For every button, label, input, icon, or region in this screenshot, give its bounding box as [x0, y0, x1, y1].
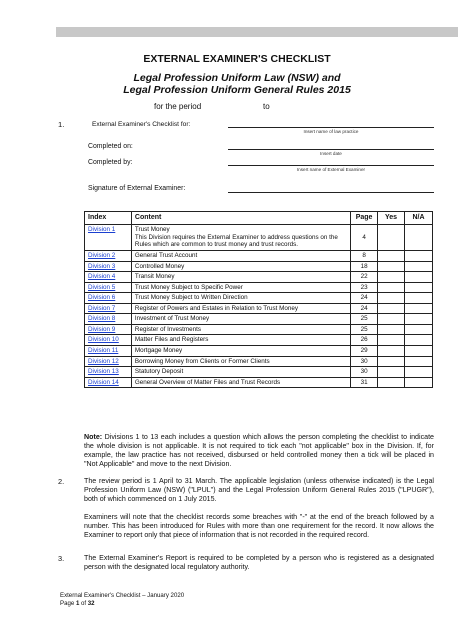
- na-cell[interactable]: [405, 272, 433, 283]
- table-row: [85, 293, 433, 304]
- period-label: for the period: [154, 102, 202, 111]
- column-header-na: N/A: [405, 212, 433, 225]
- yes-cell[interactable]: [378, 293, 405, 304]
- note-text: Divisions 1 to 13 each includes a question which allows the person completing the checklist to indicate the whole division is not applicable. It is not required to tick each "not applicable" box in the Division. If, for example, the law practice has not received, disbursed or held controlled money then a tick will be placed in "Not Applicable" and move to the next Division.: [84, 433, 434, 468]
- na-cell[interactable]: [405, 251, 433, 262]
- division-content: Trust Money Subject to Specific Power: [131, 282, 350, 293]
- division-link[interactable]: Division 2: [88, 252, 116, 260]
- page-current: 1: [75, 600, 80, 607]
- na-cell[interactable]: [405, 367, 433, 378]
- na-cell[interactable]: [405, 282, 433, 293]
- division-content: Mortgage Money: [131, 345, 350, 356]
- page-cell: 29: [351, 345, 378, 356]
- page-cell: 23: [351, 282, 378, 293]
- page-cell: 30: [351, 367, 378, 378]
- yes-cell[interactable]: [378, 272, 405, 283]
- page-total: 32: [87, 600, 95, 607]
- division-content-note: This Division requires the External Examiner to address questions on the Rules which are common to trust money and trust records.: [134, 233, 338, 249]
- division-link[interactable]: Division 9: [88, 325, 116, 333]
- na-cell[interactable]: [405, 303, 433, 314]
- column-header-index: Index: [85, 212, 132, 225]
- division-content: Trust Money: [134, 226, 170, 234]
- division-content: Borrowing Money from Clients or Former Clients: [131, 356, 350, 367]
- page-cell: 26: [351, 335, 378, 346]
- na-cell[interactable]: [405, 377, 433, 388]
- review-period-paragraph: The review period is 1 April to 31 March. The applicable legislation (unless otherwise indicated) is the Legal Profession Uniform Law (NSW) ("LPUL") and the Legal Profession Uniform General Rules 2015 ("LPUGR"), both of which commenced on 1 July 2015.: [84, 477, 434, 503]
- yes-cell[interactable]: [378, 303, 405, 314]
- completed-by-line[interactable]: [228, 165, 434, 166]
- division-link[interactable]: Division 1: [88, 226, 116, 234]
- signature-label: Signature of External Examiner:: [88, 185, 186, 192]
- yes-cell[interactable]: [378, 335, 405, 346]
- breach-notes-paragraph: Examiners will note that the checklist records some breaches with "-" at the end of the breach followed by a number. This has been introduced for Rules with more than one requirement for the record. It now allows the Examiner to report only that piece of information that is not recorded in the required record.: [84, 513, 434, 539]
- division-link[interactable]: Division 6: [88, 294, 116, 302]
- item-number-2: 2.: [58, 477, 65, 486]
- item-number-3: 3.: [58, 554, 65, 563]
- na-cell[interactable]: [405, 345, 433, 356]
- division-content: Transit Money: [131, 272, 350, 283]
- date-caption: Insert date: [320, 151, 342, 156]
- page-cell: 25: [351, 314, 378, 325]
- na-cell[interactable]: [405, 314, 433, 325]
- na-cell[interactable]: [405, 261, 433, 272]
- division-content: Register of Investments: [131, 324, 350, 335]
- checklist-table: [84, 211, 433, 388]
- division-link[interactable]: Division 8: [88, 315, 116, 323]
- na-cell[interactable]: [405, 356, 433, 367]
- report-requirement-paragraph: The External Examiner's Report is required to be completed by a person who is registered as a designated person with the designated local regulatory authority.: [84, 554, 434, 571]
- na-cell[interactable]: [405, 335, 433, 346]
- table-row: [85, 225, 433, 251]
- division-link[interactable]: Division 11: [88, 346, 119, 354]
- page-cell: 22: [351, 272, 378, 283]
- division-link[interactable]: Division 10: [88, 336, 119, 344]
- subtitle-line-2: Legal Profession Uniform General Rules 2015: [123, 84, 351, 96]
- yes-cell[interactable]: [378, 377, 405, 388]
- yes-cell[interactable]: [378, 356, 405, 367]
- table-row: [85, 324, 433, 335]
- practice-name-caption: Insert name of law practice: [303, 129, 359, 134]
- yes-cell[interactable]: [378, 345, 405, 356]
- completed-on-label: Completed on:: [88, 143, 133, 150]
- practice-name-line[interactable]: [228, 127, 434, 128]
- examiner-name-caption: Insert name of External Examiner: [296, 167, 366, 172]
- page-cell: 24: [351, 293, 378, 304]
- division-content: Statutory Deposit: [131, 367, 350, 378]
- column-header-yes: Yes: [378, 212, 405, 225]
- page-prefix: Page: [60, 600, 76, 607]
- page-cell: 8: [351, 251, 378, 262]
- table-row: [85, 261, 433, 272]
- page-cell: 30: [351, 356, 378, 367]
- signature-line[interactable]: [228, 192, 434, 193]
- division-link[interactable]: Division 14: [88, 378, 119, 386]
- subtitle-line-1: Legal Profession Uniform Law (NSW) and: [133, 72, 341, 84]
- yes-cell[interactable]: [378, 261, 405, 272]
- completed-on-line[interactable]: [228, 149, 434, 150]
- division-content: Matter Files and Registers: [131, 335, 350, 346]
- column-header-page: Page: [351, 212, 378, 225]
- table-row: [85, 377, 433, 388]
- table-row: [85, 251, 433, 262]
- table-row: [85, 314, 433, 325]
- division-link[interactable]: Division 4: [88, 273, 116, 281]
- table-row: [85, 303, 433, 314]
- page-cell: 4: [351, 225, 378, 251]
- header-bar: [56, 27, 458, 37]
- division-link[interactable]: Division 5: [88, 283, 116, 291]
- footer-document-line: External Examiner's Checklist – January 2020: [60, 592, 185, 599]
- division-link[interactable]: Division 12: [88, 357, 119, 365]
- table-row: [85, 282, 433, 293]
- yes-cell[interactable]: [378, 251, 405, 262]
- page-cell: 18: [351, 261, 378, 272]
- yes-cell[interactable]: [378, 314, 405, 325]
- page-cell: 25: [351, 324, 378, 335]
- page-of: of: [79, 600, 88, 607]
- division-link[interactable]: Division 13: [88, 368, 119, 376]
- table-header-row: [85, 212, 433, 225]
- checklist-for-label: External Examiner's Checklist for:: [92, 121, 191, 128]
- division-link[interactable]: Division 7: [88, 304, 116, 312]
- item-number-1: 1.: [58, 120, 65, 129]
- page-cell: 24: [351, 303, 378, 314]
- table-row: [85, 367, 433, 378]
- page-cell: 31: [351, 377, 378, 388]
- footer-page-number: [60, 600, 95, 607]
- table-row: [85, 356, 433, 367]
- table-row: [85, 335, 433, 346]
- page-title: EXTERNAL EXAMINER'S CHECKLIST: [143, 53, 331, 65]
- completed-by-label: Completed by:: [88, 159, 133, 166]
- na-cell[interactable]: [405, 324, 433, 335]
- na-cell[interactable]: [405, 225, 433, 251]
- note-paragraph: [84, 433, 434, 469]
- yes-cell[interactable]: [378, 225, 405, 251]
- division-content: General Overview of Matter Files and Trust Records: [131, 377, 350, 388]
- division-content: Controlled Money: [131, 261, 350, 272]
- yes-cell[interactable]: [378, 367, 405, 378]
- yes-cell[interactable]: [378, 324, 405, 335]
- table-row: [85, 345, 433, 356]
- column-header-content: Content: [131, 212, 350, 225]
- yes-cell[interactable]: [378, 282, 405, 293]
- period-to-label: to: [263, 102, 270, 111]
- division-content: Investment of Trust Money: [131, 314, 350, 325]
- note-label: Note:: [84, 433, 103, 441]
- division-link[interactable]: Division 3: [88, 262, 116, 270]
- division-content: General Trust Account: [131, 251, 350, 262]
- division-content: Register of Powers and Estates in Relation to Trust Money: [131, 303, 350, 314]
- na-cell[interactable]: [405, 293, 433, 304]
- table-row: [85, 272, 433, 283]
- division-content: Trust Money Subject to Written Direction: [131, 293, 350, 304]
